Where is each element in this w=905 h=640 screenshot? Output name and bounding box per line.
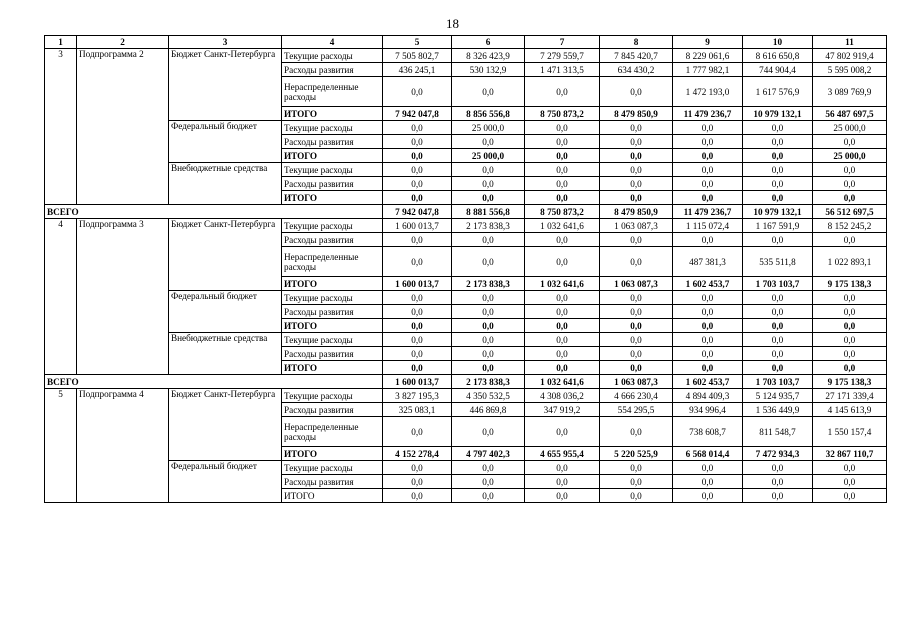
expense-type: Текущие расходы xyxy=(282,219,383,233)
expense-type: ИТОГО xyxy=(282,191,383,205)
value-cell: 2 173 838,3 xyxy=(452,277,525,291)
value-cell: 1 032 641,6 xyxy=(525,277,600,291)
value-cell: 0,0 xyxy=(743,135,813,149)
value-cell: 7 279 559,7 xyxy=(525,49,600,63)
value-cell: 0,0 xyxy=(525,461,600,475)
value-cell: 0,0 xyxy=(673,163,743,177)
value-cell: 0,0 xyxy=(452,163,525,177)
value-cell: 8 326 423,9 xyxy=(452,49,525,63)
value-cell: 8 616 650,8 xyxy=(743,49,813,63)
funding-source: Федеральный бюджет xyxy=(169,461,282,503)
value-cell: 1 703 103,7 xyxy=(743,277,813,291)
value-cell: 5 595 008,2 xyxy=(813,63,887,77)
value-cell: 1 536 449,9 xyxy=(743,403,813,417)
total-value: 10 979 132,1 xyxy=(743,205,813,219)
value-cell: 0,0 xyxy=(673,489,743,503)
col-header: 11 xyxy=(813,36,887,49)
value-cell: 7 845 420,7 xyxy=(600,49,673,63)
value-cell: 7 505 802,7 xyxy=(383,49,452,63)
expense-type: ИТОГО xyxy=(282,149,383,163)
subprogram-name: Подпрограмма 3 xyxy=(77,219,169,375)
total-value: 8 881 556,8 xyxy=(452,205,525,219)
expense-type: Расходы развития xyxy=(282,177,383,191)
value-cell: 7 472 934,3 xyxy=(743,447,813,461)
row-number: 5 xyxy=(45,389,77,503)
total-value: 1 063 087,3 xyxy=(600,375,673,389)
total-value: 7 942 047,8 xyxy=(383,205,452,219)
expense-type: Расходы развития xyxy=(282,403,383,417)
value-cell: 0,0 xyxy=(600,333,673,347)
funding-source: Внебюджетные средства xyxy=(169,163,282,205)
total-value: 8 479 850,9 xyxy=(600,205,673,219)
table-body xyxy=(45,49,887,503)
value-cell: 0,0 xyxy=(813,347,887,361)
value-cell: 0,0 xyxy=(743,149,813,163)
value-cell: 32 867 110,7 xyxy=(813,447,887,461)
header-row xyxy=(45,36,887,49)
value-cell: 25 000,0 xyxy=(813,149,887,163)
value-cell: 8 750 873,2 xyxy=(525,107,600,121)
col-header: 2 xyxy=(77,36,169,49)
value-cell: 0,0 xyxy=(673,291,743,305)
value-cell: 0,0 xyxy=(743,163,813,177)
value-cell: 0,0 xyxy=(743,319,813,333)
value-cell: 347 919,2 xyxy=(525,403,600,417)
value-cell: 0,0 xyxy=(673,475,743,489)
value-cell: 0,0 xyxy=(600,163,673,177)
expense-type: ИТОГО xyxy=(282,107,383,121)
value-cell: 0,0 xyxy=(673,135,743,149)
value-cell: 0,0 xyxy=(743,361,813,375)
subprogram-name: Подпрограмма 4 xyxy=(77,389,169,503)
value-cell: 0,0 xyxy=(525,177,600,191)
total-value: 2 173 838,3 xyxy=(452,375,525,389)
value-cell: 3 089 769,9 xyxy=(813,77,887,107)
value-cell: 530 132,9 xyxy=(452,63,525,77)
value-cell: 0,0 xyxy=(743,233,813,247)
value-cell: 0,0 xyxy=(525,163,600,177)
value-cell: 0,0 xyxy=(452,135,525,149)
value-cell: 744 904,4 xyxy=(743,63,813,77)
value-cell: 4 797 402,3 xyxy=(452,447,525,461)
value-cell: 0,0 xyxy=(452,461,525,475)
value-cell: 0,0 xyxy=(525,319,600,333)
value-cell: 0,0 xyxy=(383,177,452,191)
value-cell: 0,0 xyxy=(525,333,600,347)
value-cell: 0,0 xyxy=(383,291,452,305)
value-cell: 0,0 xyxy=(743,177,813,191)
funding-source: Бюджет Санкт-Петербурга xyxy=(169,219,282,291)
expense-type: Текущие расходы xyxy=(282,163,383,177)
value-cell: 0,0 xyxy=(383,475,452,489)
value-cell: 0,0 xyxy=(673,121,743,135)
value-cell: 0,0 xyxy=(600,417,673,447)
value-cell: 934 996,4 xyxy=(673,403,743,417)
expense-type: Текущие расходы xyxy=(282,121,383,135)
value-cell: 1 602 453,7 xyxy=(673,277,743,291)
value-cell: 0,0 xyxy=(525,475,600,489)
expense-type: ИТОГО xyxy=(282,277,383,291)
value-cell: 1 115 072,4 xyxy=(673,219,743,233)
value-cell: 0,0 xyxy=(673,233,743,247)
table-row xyxy=(45,389,887,403)
value-cell: 0,0 xyxy=(525,191,600,205)
value-cell: 4 666 230,4 xyxy=(600,389,673,403)
funding-source: Бюджет Санкт-Петербурга xyxy=(169,49,282,121)
total-value: 1 032 641,6 xyxy=(525,375,600,389)
expense-type: ИТОГО xyxy=(282,361,383,375)
value-cell: 1 617 576,9 xyxy=(743,77,813,107)
value-cell: 0,0 xyxy=(813,177,887,191)
expense-type: ИТОГО xyxy=(282,489,383,503)
value-cell: 0,0 xyxy=(813,475,887,489)
value-cell: 0,0 xyxy=(525,489,600,503)
value-cell: 0,0 xyxy=(673,305,743,319)
total-value: 9 175 138,3 xyxy=(813,375,887,389)
value-cell: 0,0 xyxy=(383,233,452,247)
value-cell: 0,0 xyxy=(452,475,525,489)
value-cell: 4 350 532,5 xyxy=(452,389,525,403)
total-row xyxy=(45,375,887,389)
total-value: 1 703 103,7 xyxy=(743,375,813,389)
row-number: 4 xyxy=(45,219,77,375)
value-cell: 0,0 xyxy=(743,305,813,319)
page-number: 18 xyxy=(446,16,459,31)
value-cell: 0,0 xyxy=(452,417,525,447)
value-cell: 0,0 xyxy=(600,247,673,277)
value-cell: 0,0 xyxy=(525,149,600,163)
value-cell: 0,0 xyxy=(600,121,673,135)
col-header: 3 xyxy=(169,36,282,49)
value-cell: 0,0 xyxy=(813,233,887,247)
value-cell: 0,0 xyxy=(673,319,743,333)
value-cell: 0,0 xyxy=(452,177,525,191)
value-cell: 0,0 xyxy=(813,361,887,375)
value-cell: 1 032 641,6 xyxy=(525,219,600,233)
total-row xyxy=(45,205,887,219)
value-cell: 0,0 xyxy=(525,291,600,305)
value-cell: 0,0 xyxy=(452,347,525,361)
value-cell: 0,0 xyxy=(813,305,887,319)
value-cell: 0,0 xyxy=(383,333,452,347)
value-cell: 0,0 xyxy=(452,233,525,247)
value-cell: 0,0 xyxy=(525,361,600,375)
value-cell: 0,0 xyxy=(673,177,743,191)
value-cell: 738 608,7 xyxy=(673,417,743,447)
value-cell: 1 471 313,5 xyxy=(525,63,600,77)
total-value: 56 512 697,5 xyxy=(813,205,887,219)
value-cell: 0,0 xyxy=(452,361,525,375)
value-cell: 47 802 919,4 xyxy=(813,49,887,63)
value-cell: 8 152 245,2 xyxy=(813,219,887,233)
value-cell: 1 167 591,9 xyxy=(743,219,813,233)
value-cell: 0,0 xyxy=(383,417,452,447)
value-cell: 9 175 138,3 xyxy=(813,277,887,291)
value-cell: 0,0 xyxy=(600,135,673,149)
value-cell: 0,0 xyxy=(743,489,813,503)
value-cell: 0,0 xyxy=(813,163,887,177)
total-value: 8 750 873,2 xyxy=(525,205,600,219)
value-cell: 0,0 xyxy=(525,247,600,277)
value-cell: 0,0 xyxy=(383,247,452,277)
value-cell: 0,0 xyxy=(525,77,600,107)
col-header: 10 xyxy=(743,36,813,49)
value-cell: 0,0 xyxy=(383,121,452,135)
total-label: ВСЕГО xyxy=(45,375,383,389)
value-cell: 0,0 xyxy=(743,121,813,135)
value-cell: 0,0 xyxy=(452,333,525,347)
value-cell: 0,0 xyxy=(452,319,525,333)
value-cell: 8 479 850,9 xyxy=(600,107,673,121)
row-number: 3 xyxy=(45,49,77,205)
funding-source: Бюджет Санкт-Петербурга xyxy=(169,389,282,461)
total-value: 11 479 236,7 xyxy=(673,205,743,219)
expense-type: Текущие расходы xyxy=(282,49,383,63)
col-header: 4 xyxy=(282,36,383,49)
table-row xyxy=(45,219,887,233)
value-cell: 1 600 013,7 xyxy=(383,219,452,233)
value-cell: 0,0 xyxy=(743,461,813,475)
value-cell: 25 000,0 xyxy=(452,149,525,163)
value-cell: 0,0 xyxy=(813,489,887,503)
value-cell: 0,0 xyxy=(383,191,452,205)
expense-type: Расходы развития xyxy=(282,347,383,361)
value-cell: 0,0 xyxy=(525,233,600,247)
budget-table xyxy=(44,35,887,503)
value-cell: 811 548,7 xyxy=(743,417,813,447)
table-row xyxy=(45,121,887,135)
value-cell: 0,0 xyxy=(600,347,673,361)
value-cell: 1 550 157,4 xyxy=(813,417,887,447)
col-header: 6 xyxy=(452,36,525,49)
table-row xyxy=(45,461,887,475)
value-cell: 0,0 xyxy=(452,305,525,319)
value-cell: 0,0 xyxy=(743,191,813,205)
expense-type: Текущие расходы xyxy=(282,291,383,305)
value-cell: 4 655 955,4 xyxy=(525,447,600,461)
expense-type: Нераспределенные расходы xyxy=(282,417,383,447)
value-cell: 0,0 xyxy=(600,177,673,191)
funding-source: Внебюджетные средства xyxy=(169,333,282,375)
value-cell: 0,0 xyxy=(743,347,813,361)
value-cell: 1 063 087,3 xyxy=(600,277,673,291)
total-label: ВСЕГО xyxy=(45,205,383,219)
value-cell: 325 083,1 xyxy=(383,403,452,417)
expense-type: Текущие расходы xyxy=(282,333,383,347)
value-cell: 0,0 xyxy=(383,319,452,333)
value-cell: 4 152 278,4 xyxy=(383,447,452,461)
expense-type: Расходы развития xyxy=(282,305,383,319)
table-row xyxy=(45,333,887,347)
value-cell: 0,0 xyxy=(383,361,452,375)
value-cell: 0,0 xyxy=(743,333,813,347)
value-cell: 0,0 xyxy=(673,361,743,375)
value-cell: 4 145 613,9 xyxy=(813,403,887,417)
value-cell: 0,0 xyxy=(673,347,743,361)
value-cell: 0,0 xyxy=(600,233,673,247)
value-cell: 0,0 xyxy=(452,247,525,277)
value-cell: 0,0 xyxy=(673,333,743,347)
expense-type: Нераспределенные расходы xyxy=(282,247,383,277)
expense-type: Нераспределенные расходы xyxy=(282,77,383,107)
value-cell: 5 220 525,9 xyxy=(600,447,673,461)
value-cell: 0,0 xyxy=(383,135,452,149)
expense-type: Расходы развития xyxy=(282,475,383,489)
value-cell: 0,0 xyxy=(525,135,600,149)
value-cell: 446 869,8 xyxy=(452,403,525,417)
value-cell: 0,0 xyxy=(600,361,673,375)
value-cell: 0,0 xyxy=(383,163,452,177)
value-cell: 0,0 xyxy=(383,305,452,319)
expense-type: ИТОГО xyxy=(282,319,383,333)
value-cell: 10 979 132,1 xyxy=(743,107,813,121)
value-cell: 436 245,1 xyxy=(383,63,452,77)
col-header: 9 xyxy=(673,36,743,49)
value-cell: 554 295,5 xyxy=(600,403,673,417)
value-cell: 0,0 xyxy=(600,149,673,163)
value-cell: 25 000,0 xyxy=(813,121,887,135)
value-cell: 6 568 014,4 xyxy=(673,447,743,461)
value-cell: 0,0 xyxy=(383,77,452,107)
table-row xyxy=(45,291,887,305)
value-cell: 0,0 xyxy=(600,319,673,333)
subprogram-name: Подпрограмма 2 xyxy=(77,49,169,205)
table-row xyxy=(45,163,887,177)
value-cell: 0,0 xyxy=(813,461,887,475)
value-cell: 1 022 893,1 xyxy=(813,247,887,277)
value-cell: 1 777 982,1 xyxy=(673,63,743,77)
expense-type: Текущие расходы xyxy=(282,461,383,475)
value-cell: 634 430,2 xyxy=(600,63,673,77)
value-cell: 56 487 697,5 xyxy=(813,107,887,121)
table-row xyxy=(45,49,887,63)
value-cell: 0,0 xyxy=(813,135,887,149)
col-header: 7 xyxy=(525,36,600,49)
value-cell: 0,0 xyxy=(600,77,673,107)
expense-type: Расходы развития xyxy=(282,63,383,77)
col-header: 1 xyxy=(45,36,77,49)
value-cell: 8 229 061,6 xyxy=(673,49,743,63)
value-cell: 4 308 036,2 xyxy=(525,389,600,403)
expense-type: Расходы развития xyxy=(282,233,383,247)
value-cell: 3 827 195,3 xyxy=(383,389,452,403)
value-cell: 1 472 193,0 xyxy=(673,77,743,107)
value-cell: 0,0 xyxy=(452,291,525,305)
value-cell: 0,0 xyxy=(600,191,673,205)
col-header: 5 xyxy=(383,36,452,49)
value-cell: 0,0 xyxy=(383,149,452,163)
value-cell: 0,0 xyxy=(452,77,525,107)
expense-type: Текущие расходы xyxy=(282,389,383,403)
value-cell: 1 600 013,7 xyxy=(383,277,452,291)
value-cell: 2 173 838,3 xyxy=(452,219,525,233)
value-cell: 0,0 xyxy=(383,489,452,503)
value-cell: 8 856 556,8 xyxy=(452,107,525,121)
value-cell: 7 942 047,8 xyxy=(383,107,452,121)
value-cell: 0,0 xyxy=(452,489,525,503)
expense-type: Расходы развития xyxy=(282,135,383,149)
total-value: 1 600 013,7 xyxy=(383,375,452,389)
value-cell: 0,0 xyxy=(673,191,743,205)
value-cell: 0,0 xyxy=(743,475,813,489)
value-cell: 535 511,8 xyxy=(743,247,813,277)
col-header: 8 xyxy=(600,36,673,49)
value-cell: 487 381,3 xyxy=(673,247,743,277)
value-cell: 0,0 xyxy=(525,305,600,319)
value-cell: 0,0 xyxy=(813,333,887,347)
value-cell: 0,0 xyxy=(383,461,452,475)
total-value: 1 602 453,7 xyxy=(673,375,743,389)
value-cell: 0,0 xyxy=(743,291,813,305)
value-cell: 0,0 xyxy=(452,191,525,205)
value-cell: 0,0 xyxy=(813,319,887,333)
value-cell: 0,0 xyxy=(600,461,673,475)
value-cell: 0,0 xyxy=(600,291,673,305)
value-cell: 0,0 xyxy=(813,291,887,305)
value-cell: 0,0 xyxy=(525,417,600,447)
value-cell: 0,0 xyxy=(600,475,673,489)
expense-type: ИТОГО xyxy=(282,447,383,461)
value-cell: 1 063 087,3 xyxy=(600,219,673,233)
funding-source: Федеральный бюджет xyxy=(169,121,282,163)
value-cell: 0,0 xyxy=(525,121,600,135)
value-cell: 11 479 236,7 xyxy=(673,107,743,121)
value-cell: 0,0 xyxy=(600,489,673,503)
value-cell: 27 171 339,4 xyxy=(813,389,887,403)
value-cell: 25 000,0 xyxy=(452,121,525,135)
value-cell: 0,0 xyxy=(525,347,600,361)
value-cell: 0,0 xyxy=(813,191,887,205)
value-cell: 0,0 xyxy=(600,305,673,319)
value-cell: 0,0 xyxy=(673,149,743,163)
value-cell: 0,0 xyxy=(383,347,452,361)
value-cell: 5 124 935,7 xyxy=(743,389,813,403)
value-cell: 4 894 409,3 xyxy=(673,389,743,403)
funding-source: Федеральный бюджет xyxy=(169,291,282,333)
value-cell: 0,0 xyxy=(673,461,743,475)
